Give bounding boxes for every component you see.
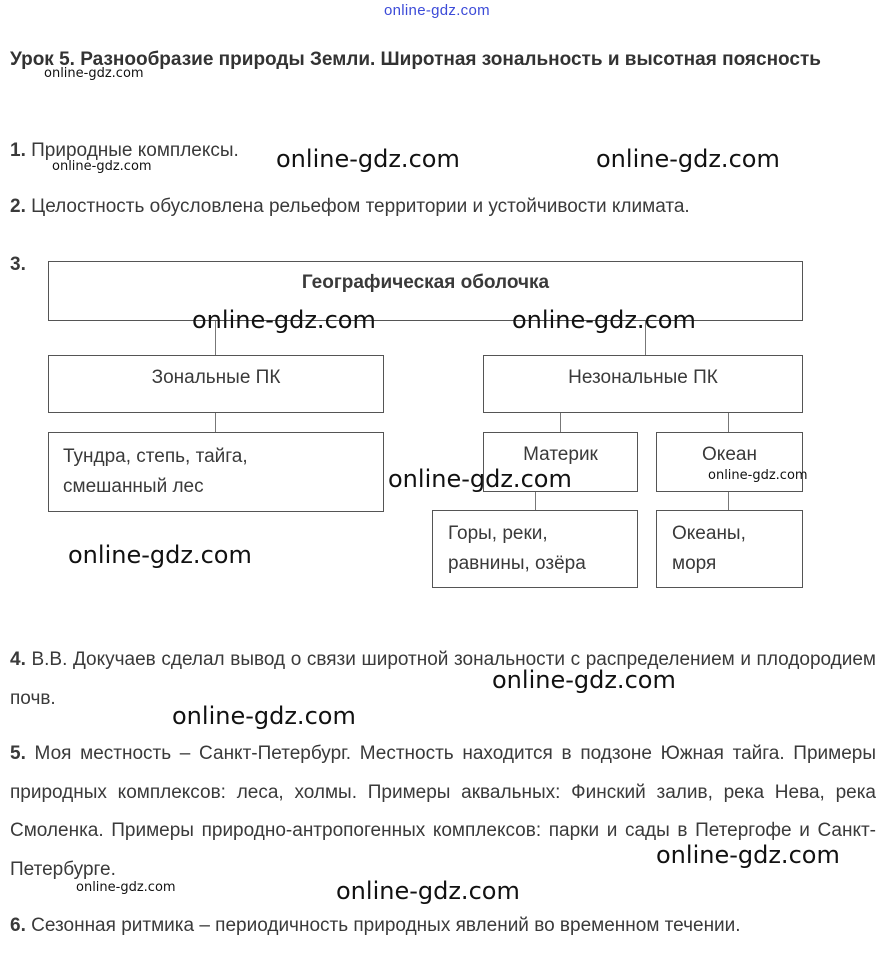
- continent-examples-line: Горы, реки,: [448, 523, 548, 544]
- watermark: online-gdz.com: [192, 306, 376, 334]
- watermark: online-gdz.com: [44, 66, 144, 81]
- zonal-label: Зональные ПК: [151, 367, 281, 388]
- answer-number: 6.: [10, 915, 26, 936]
- ocean-box: [656, 432, 803, 492]
- continent-examples-line: равнины, озёра: [448, 553, 586, 574]
- answer-number: 3.: [10, 254, 26, 275]
- watermark: online-gdz.com: [388, 465, 572, 493]
- zonal-examples-box: [48, 432, 384, 512]
- answer-6: [10, 907, 876, 946]
- zonal-examples-line: смешанный лес: [63, 476, 204, 497]
- answer-number: 5.: [10, 743, 26, 764]
- answer-text: Сезонная ритмика – периодичность природных явлений во временном течении.: [31, 915, 741, 936]
- watermark-top: online-gdz.com: [384, 2, 490, 19]
- root-label: Географическая оболочка: [301, 272, 550, 293]
- watermark: online-gdz.com: [336, 877, 520, 905]
- answer-2: [10, 188, 876, 227]
- watermark: online-gdz.com: [76, 880, 176, 895]
- watermark: online-gdz.com: [276, 145, 460, 173]
- ocean-examples-box: [656, 510, 803, 588]
- answer-text: Природные комплексы.: [31, 140, 239, 161]
- answer-number: 2.: [10, 196, 26, 217]
- connector-line: [728, 412, 729, 433]
- azonal-box: [483, 355, 803, 413]
- continent-label: Материк: [523, 444, 598, 465]
- answer-number: 4.: [10, 649, 26, 670]
- watermark: online-gdz.com: [656, 841, 840, 869]
- answer-text: Целостность обусловлена рельефом территории и устойчивости климата.: [31, 196, 690, 217]
- connector-line: [728, 491, 729, 511]
- watermark: online-gdz.com: [68, 541, 252, 569]
- ocean-examples-line: Океаны,: [672, 523, 746, 544]
- connector-line: [560, 412, 561, 433]
- zonal-examples-line: Тундра, степь, тайга,: [63, 446, 248, 467]
- connector-line: [535, 491, 536, 511]
- azonal-label: Незональные ПК: [568, 367, 718, 388]
- answer-text: В.В. Докучаев сделал вывод о связи широтной зональности с распределением и плодородием почв.: [10, 649, 876, 709]
- ocean-label: Океан: [702, 444, 757, 465]
- connector-line: [215, 412, 216, 433]
- lesson-title: Урок 5. Разнообразие природы Земли. Широтная зональность и высотная поясность: [10, 49, 821, 70]
- watermark: online-gdz.com: [52, 159, 152, 174]
- zonal-box: [48, 355, 384, 413]
- watermark: online-gdz.com: [492, 666, 676, 694]
- ocean-examples-line: моря: [672, 553, 717, 574]
- continent-examples-box: [432, 510, 638, 588]
- answer-number: 1.: [10, 140, 26, 161]
- answer-4: [10, 641, 876, 718]
- answer-text: Моя местность – Санкт-Петербург. Местность находится в подзоне Южная тайга. Примеры природных комплексов: леса, холмы. Примеры аквальных: Финский залив, река Нева, река Смоленка. Примеры природно-антропогенных комплексов: парки и сады в Петергофе и Санкт-Петербурге.: [10, 743, 876, 880]
- watermark: online-gdz.com: [512, 306, 696, 334]
- watermark: online-gdz.com: [596, 145, 780, 173]
- watermark: online-gdz.com: [708, 468, 808, 483]
- watermark: online-gdz.com: [172, 702, 356, 730]
